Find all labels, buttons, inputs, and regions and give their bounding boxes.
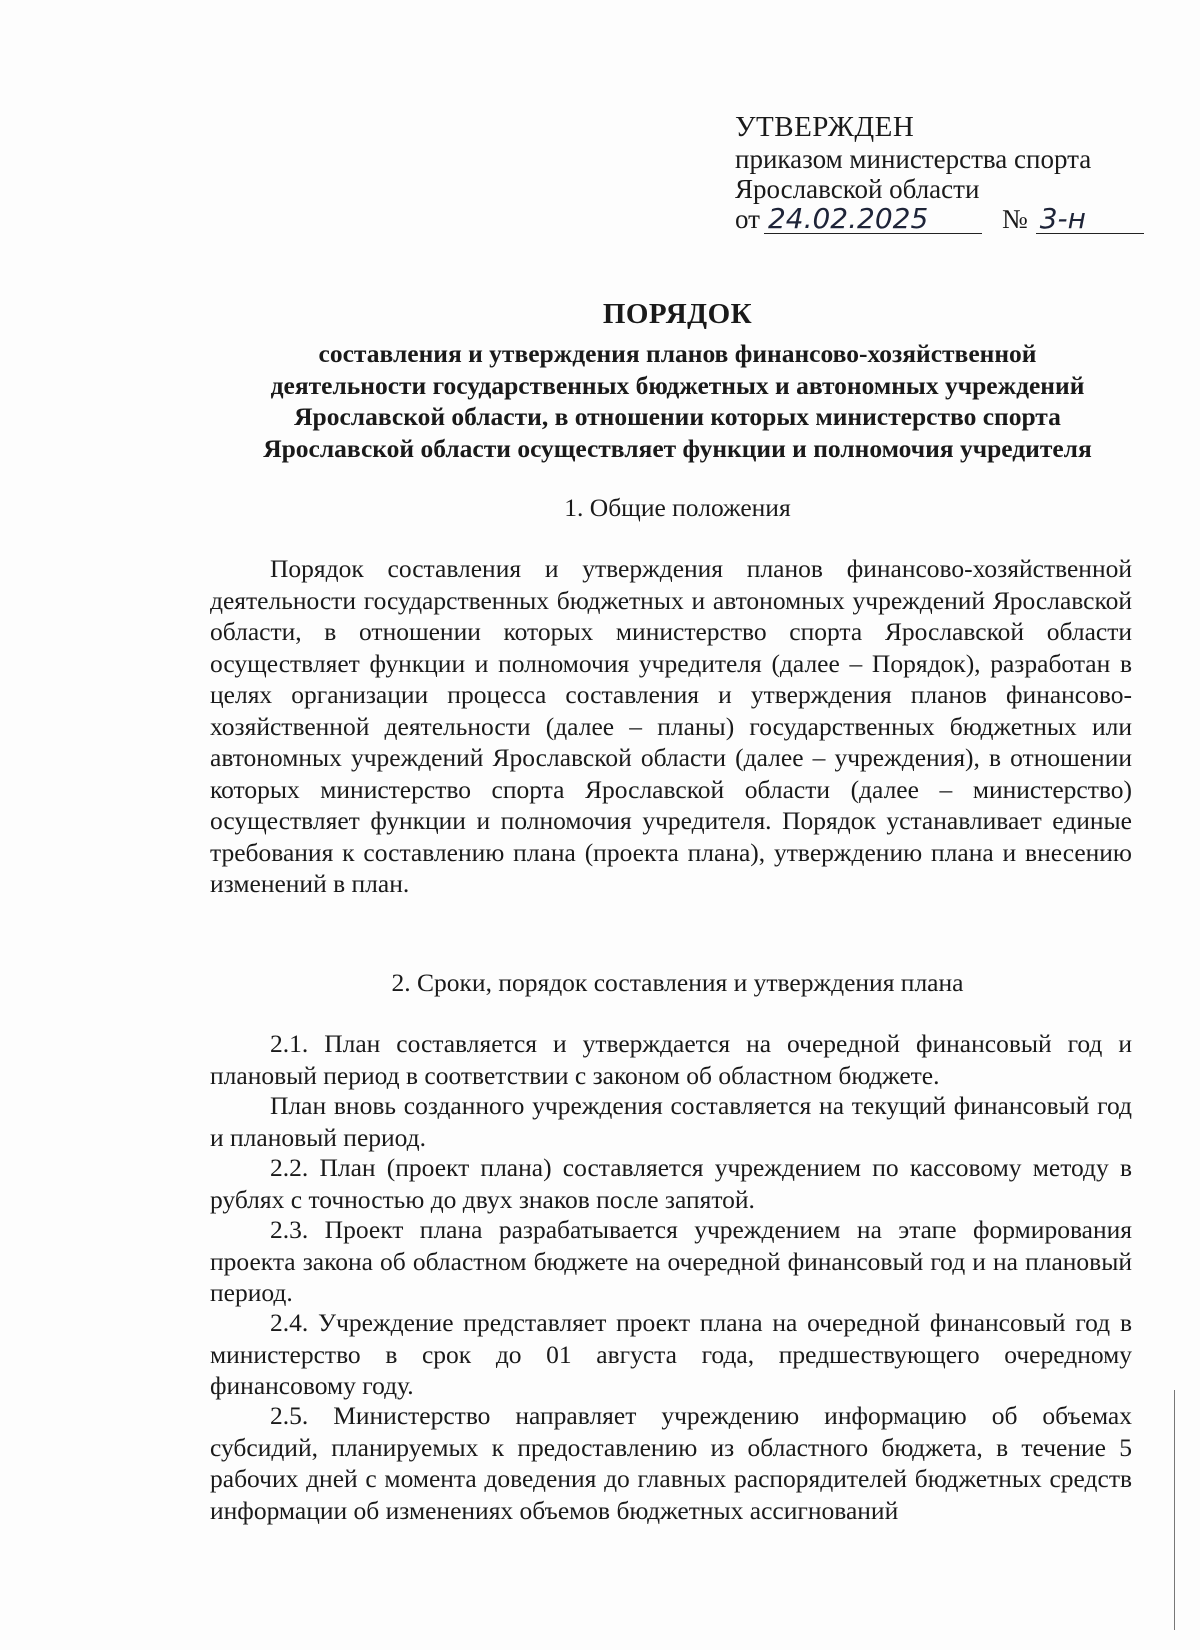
paragraph-2-4: 2.4. Учреждение представляет проект плана на очередной финансовый год в министерство в срок до 01 августа года, предшествующего очередному финансовому году. [210,1308,1132,1400]
title-sub-line: Ярославской области, в отношении которых министерство спорта [294,402,1061,431]
title-main: ПОРЯДОК [602,298,753,330]
approval-date-prefix: от [735,204,760,234]
document-title [200,296,1155,464]
paragraph-2-1: 2.1. План составляется и утверждается на очередной финансовый год и плановый период в соответствии с законом об областном бюджете. [210,1029,1132,1090]
paragraph-2-3: 2.3. Проект плана разрабатывается учреждением на этапе формирования проекта закона об областном бюджете на очередной финансовый год и на плановый период. [210,1215,1132,1307]
title-sub-line: Ярославской области осуществляет функции и полномочия учредителя [263,433,1092,463]
approval-date-row [735,204,1155,234]
section-1-heading: 1. Общие положения [564,493,791,522]
section-2-heading: 2. Сроки, порядок составления и утверждения плана [391,968,964,997]
paragraph-2-2: 2.2. План (проект плана) составляется учреждением по кассовому методу в рублях с точностью до двух знаков после запятой. [210,1153,1132,1214]
section-1-paragraph: Порядок составления и утверждения планов финансово-хозяйственной деятельности государственных бюджетных и автономных учреждений Ярославской области, в отношении которых министерство спорта Ярославской области осуществляет функции и полномочия учредителя (далее – Порядок), разработан в целях организации процесса составления и утверждения планов финансово-хозяйственной деятельности (далее – планы) государственных бюджетных или автономных учреждений Ярославской области (далее – учреждения), в отношении которых министерство спорта Ярославской области (далее – министерство) осуществляет функции и полномочия учредителя. Порядок устанавливает единые требования к составлению плана (проекта плана), утверждению плана и внесению изменений в план. [210,554,1132,898]
approval-number-handwritten: 3-н [1036,205,1144,234]
title-subtitle [200,338,1155,464]
scan-edge-line [1174,1390,1175,1630]
title-sub-line: деятельности государственных бюджетных и автономных учреждений [270,370,1085,400]
approval-date-handwritten: 24.02.2025 [764,205,982,234]
approval-title: УТВЕРЖДЕН [735,111,915,143]
approval-line-2: Ярославской области [735,174,980,204]
paragraph-2-5: 2.5. Министерство направляет учреждению информацию об объемах субсидий, планируемых к предоставлению из областного бюджета, в течение 5 рабочих дней с момента доведения до главных распорядителей бюджетных средств информации об изменениях объемов бюджетных ассигнований [210,1401,1132,1525]
approval-number-label: № [1001,204,1028,234]
approval-line-1: приказом министерства спорта [735,144,1092,174]
paragraph-2-1-note: План вновь созданного учреждения составляется на текущий финансовый год и плановый период. [210,1091,1132,1152]
title-sub-line: составления и утверждения планов финансово-хозяйственной [318,339,1037,368]
approval-block [735,110,1155,234]
